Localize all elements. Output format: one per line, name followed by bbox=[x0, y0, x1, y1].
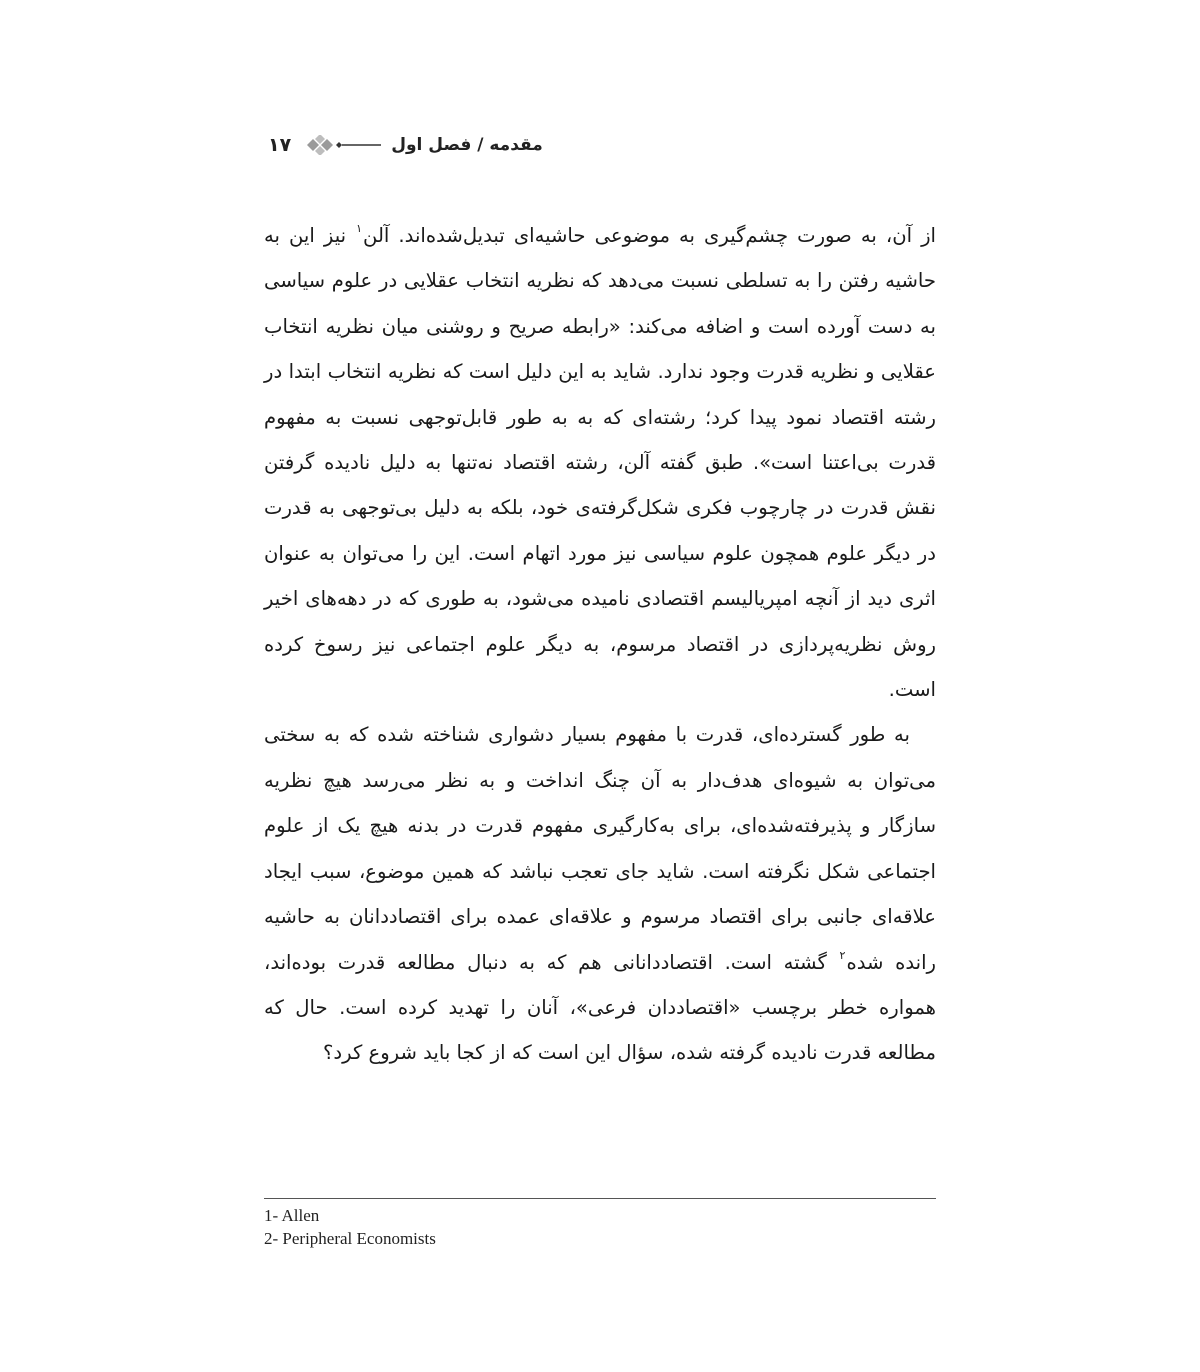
footnote-1: 1- Allen bbox=[264, 1206, 320, 1225]
ornament-graphic bbox=[299, 135, 381, 155]
page-number: ۱۷ bbox=[268, 134, 292, 156]
footnotes bbox=[264, 1204, 936, 1250]
paragraph-2 bbox=[264, 712, 936, 1075]
paragraph-2-text-a: به طور گسترده‌ای، قدرت با مفهوم بسیار دشواری شناخته شده که به سختی می‌توان به شیوه‌ای هدف‌دار به آن چنگ انداخت و به نظر می‌رسد هیچ نظریه سازگار و پذیرفته‌شده‌ای، برای به‌کارگیری مفهوم قدرت در بدنه هیچ یک از علوم اجتماعی شکل نگرفته است. شاید جای تعجب نباشد که همین موضوع، سبب ایجاد علاقه‌ای جانبی برای اقتصاد مرسوم و علاقه‌ای عمده برای اقتصاددانان به حاشیه رانده شده bbox=[264, 723, 936, 974]
footnote-marker-1: ۱ bbox=[356, 222, 363, 236]
footnote-2: 2- Peripheral Economists bbox=[264, 1229, 436, 1248]
footnote-divider bbox=[264, 1198, 936, 1199]
running-header-title: مقدمه / فصل اول bbox=[391, 135, 543, 155]
paragraph-2-text-b: گشته است. اقتصاددانانی هم که به دنبال مطالعه قدرت بوده‌اند، همواره خطر برچسب «اقتصاددان فرعی»، آنان را تهدید کرده است. حال که مطالعه قدرت نادیده گرفته شده، سؤال این است که از کجا باید شروع کرد؟ bbox=[264, 950, 936, 1065]
paragraph-1 bbox=[264, 213, 936, 712]
body-text bbox=[264, 213, 936, 1076]
footnote-marker-2: ۲ bbox=[839, 948, 846, 962]
diamond-cluster-ornament-icon bbox=[299, 135, 381, 155]
running-header bbox=[268, 128, 543, 162]
paragraph-1-text-b: نیز این به حاشیه رفتن را به تسلطی نسبت می‌دهد که نظریه انتخاب عقلایی در علوم سیاسی به دست آورده است و اضافه می‌کند: «رابطه صریح و روشنی میان نظریه انتخاب عقلایی و نظریه قدرت وجود ندارد. شاید به این دلیل است که نظریه انتخاب ابتدا در رشته اقتصاد نمود پیدا کرد؛ رشته‌ای که به به طور قابل‌توجهی نسبت به مفهوم قدرت بی‌اعتنا است». طبق گفته آلن، رشته اقتصاد نه‌تنها به دلیل نادیده گرفتن نقش قدرت در چارچوب فکری شکل‌گرفته‌ی خود، بلکه به دلیل بی‌توجهی به قدرت در دیگر علوم همچون علوم سیاسی نیز مورد اتهام است. این را می‌توان به عنوان اثری دید از آنچه امپریالیسم اقتصادی نامیده می‌شود، به طوری که در دهه‌های اخیر روش نظریه‌پردازی در اقتصاد مرسوم، به دیگر علوم اجتماعی نیز رسوخ کرده است. bbox=[264, 224, 936, 702]
paragraph-1-text-a: از آن، به صورت چشم‌گیری به موضوعی حاشیه‌ای تبدیل‌شده‌اند. آلن bbox=[363, 224, 936, 247]
